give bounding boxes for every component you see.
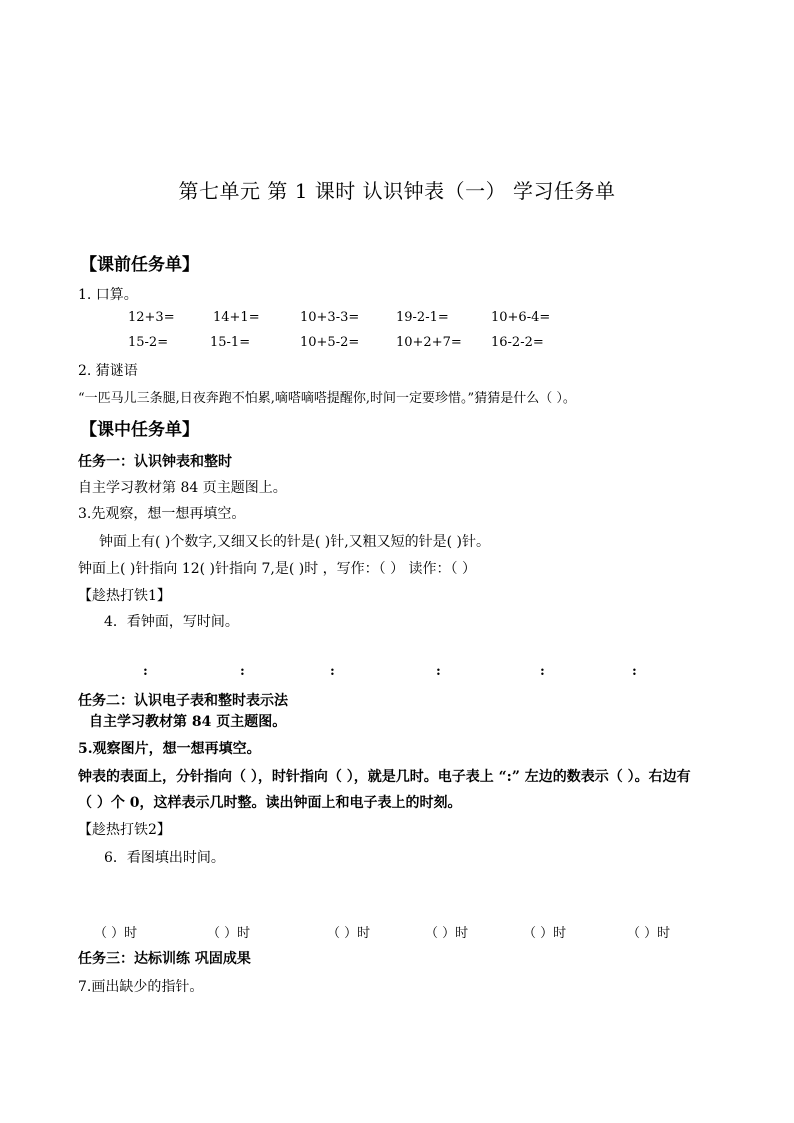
- arithmetic-item: 15-2=: [128, 335, 169, 350]
- task-2-title: 任务二：认识电子表和整时表示法: [78, 693, 288, 709]
- arithmetic-item: 14+1=: [213, 310, 260, 325]
- time-answer-blank[interactable]: （ ）时: [523, 926, 567, 941]
- arithmetic-item: 16-2-2=: [491, 335, 544, 350]
- colon-mark: :: [330, 664, 335, 679]
- arithmetic-item: 10+5-2=: [300, 335, 360, 350]
- arithmetic-item: 10+2+7=: [396, 335, 462, 350]
- arithmetic-item: 15-1=: [210, 335, 251, 350]
- question-3-line-1: 钟面上有( )个数字,又细又长的针是( )针,又粗又短的针是( )针。: [99, 534, 491, 550]
- in-class-header: 【课中任务单】: [80, 420, 199, 440]
- question-6-label: 6．看图填出时间。: [104, 850, 225, 866]
- arithmetic-item: 10+6-4=: [491, 310, 551, 325]
- time-answer-blank[interactable]: （ ）时: [627, 926, 671, 941]
- task-1-title: 任务一：认识钟表和整时: [78, 454, 232, 470]
- time-answer-row: [0, 922, 794, 942]
- time-answer-blank[interactable]: （ ）时: [327, 926, 371, 941]
- question-3-line-2: 钟面上( )针指向 12( )针指向 7,是( )时 ，写作：（ ） 读作：（ ）: [78, 561, 476, 577]
- page-title: 第七单元 第 1 课时 认识钟表（一） 学习任务单: [178, 179, 616, 203]
- question-2-label: 2. 猜谜语: [78, 363, 138, 379]
- arithmetic-row-2: [0, 335, 794, 355]
- question-5-label: 5.观察图片，想一想再填空。: [78, 741, 261, 757]
- colon-mark: :: [540, 664, 545, 679]
- colon-mark: :: [240, 664, 245, 679]
- colon-mark: :: [632, 664, 637, 679]
- arithmetic-row-1: [0, 310, 794, 330]
- pre-class-header: 【课前任务单】: [80, 255, 199, 275]
- time-answer-blank[interactable]: （ ）时: [94, 926, 138, 941]
- task-3-title: 任务三：达标训练 巩固成果: [78, 951, 251, 967]
- arithmetic-item: 12+3=: [128, 310, 175, 325]
- riddle-text: “一匹马儿三条腿,日夜奔跑不怕累,嘀嗒嘀嗒提醒你,时间一定要珍惜。”猜猜是什么（ ）。: [78, 391, 576, 406]
- task-1-instruction: 自主学习教材第 84 页主题图上。: [78, 480, 287, 496]
- question-5-line-2: （ ）个 0，这样表示几时整。读出钟面上和电子表上的时刻。: [78, 795, 462, 811]
- arithmetic-item: 10+3-3=: [300, 310, 360, 325]
- question-1-label: 1. 口算。: [78, 287, 138, 303]
- question-4-label: 4．看钟面，写时间。: [104, 614, 239, 630]
- drill-2-header: 【趁热打铁2】: [78, 822, 171, 838]
- question-5-line-1: 钟表的表面上，分针指向（ ），时针指向（ ），就是几时。电子表上 “:” 左边的数表示（ ）。右边有: [78, 769, 691, 785]
- digital-time-colons: [0, 664, 794, 684]
- question-7-label: 7.画出缺少的指针。: [78, 979, 204, 995]
- colon-mark: :: [143, 664, 148, 679]
- time-answer-blank[interactable]: （ ）时: [425, 926, 469, 941]
- drill-1-header: 【趁热打铁1】: [78, 588, 171, 604]
- colon-mark: :: [436, 664, 441, 679]
- question-3-label: 3.先观察，想一想再填空。: [78, 506, 246, 522]
- task-2-instruction: 自主学习教材第 84 页主题图。: [89, 714, 287, 730]
- arithmetic-item: 19-2-1=: [396, 310, 449, 325]
- time-answer-blank[interactable]: （ ）时: [207, 926, 251, 941]
